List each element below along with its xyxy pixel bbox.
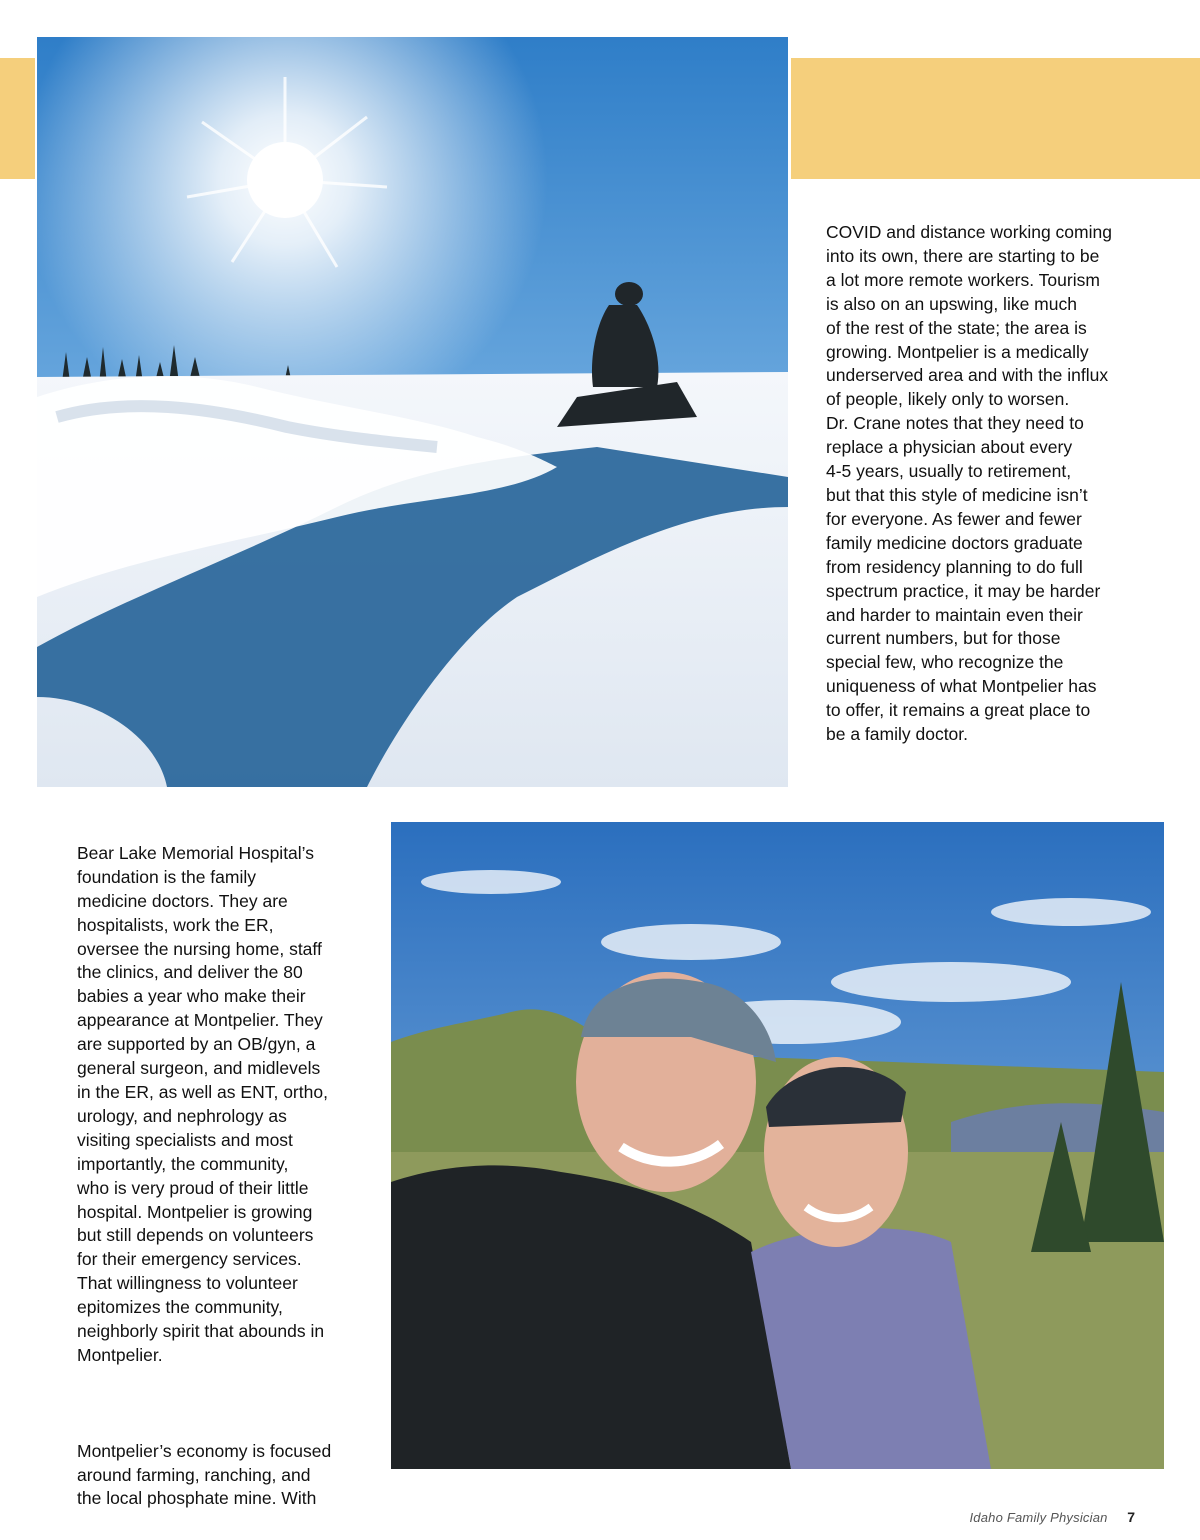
- accent-band-left: [0, 58, 35, 179]
- hikers-selfie-photo: [391, 822, 1164, 1469]
- article-column-left: [77, 818, 367, 1535]
- article-paragraph: Montpelier’s economy is focused around farming, ranching, and the local phosphate mine. With: [77, 1440, 332, 1509]
- article-column-right: COVID and distance working coming into its own, there are starting to be a lot more remote workers. Tourism is also on an upswing, like much of the rest of the state; the area is growing. Montpelier is a medically underserved area and with the influx of people, likely only to worsen. Dr. Crane notes that they need to replace a physician about every 4-5 years, usually to retirement, but that this style of medicine isn’t for everyone. As fewer and fewer family medicine doctors graduate from residency planning to do full spectrum practice, it may be harder and harder to maintain even their current numbers, but for those special few, who recognize the uniqueness of what Montpelier has to offer, it remains a great place to be a family doctor.: [826, 222, 1112, 745]
- snowmobile-photo: [37, 37, 788, 787]
- snowmobile-photo-art: [37, 37, 788, 787]
- article-paragraph: Bear Lake Memorial Hospital’s foundation is the family medicine doctors. They are hospitalists, work the ER, oversee the nursing home, staff the clinics, and deliver the 80 babies a year who make their appearance at Montpelier. They are supported by an OB/gyn, a general surgeon, and midlevels in the ER, as well as ENT, ortho, urology, and nephrology as visiting specialists and most importantly, the community, who is very proud of their little hospital. Montpelier is growing but still depends on volunteers for their emergency services. That willingness to volunteer epitomizes the community, neighborly spirit that abounds in Montpelier.: [77, 842, 328, 1365]
- page-footer: [970, 1509, 1136, 1525]
- hikers-selfie-photo-art: [391, 822, 1164, 1469]
- publication-name: Idaho Family Physician: [969, 1510, 1108, 1525]
- page-number: 7: [1127, 1509, 1135, 1525]
- accent-band-right: [791, 58, 1200, 179]
